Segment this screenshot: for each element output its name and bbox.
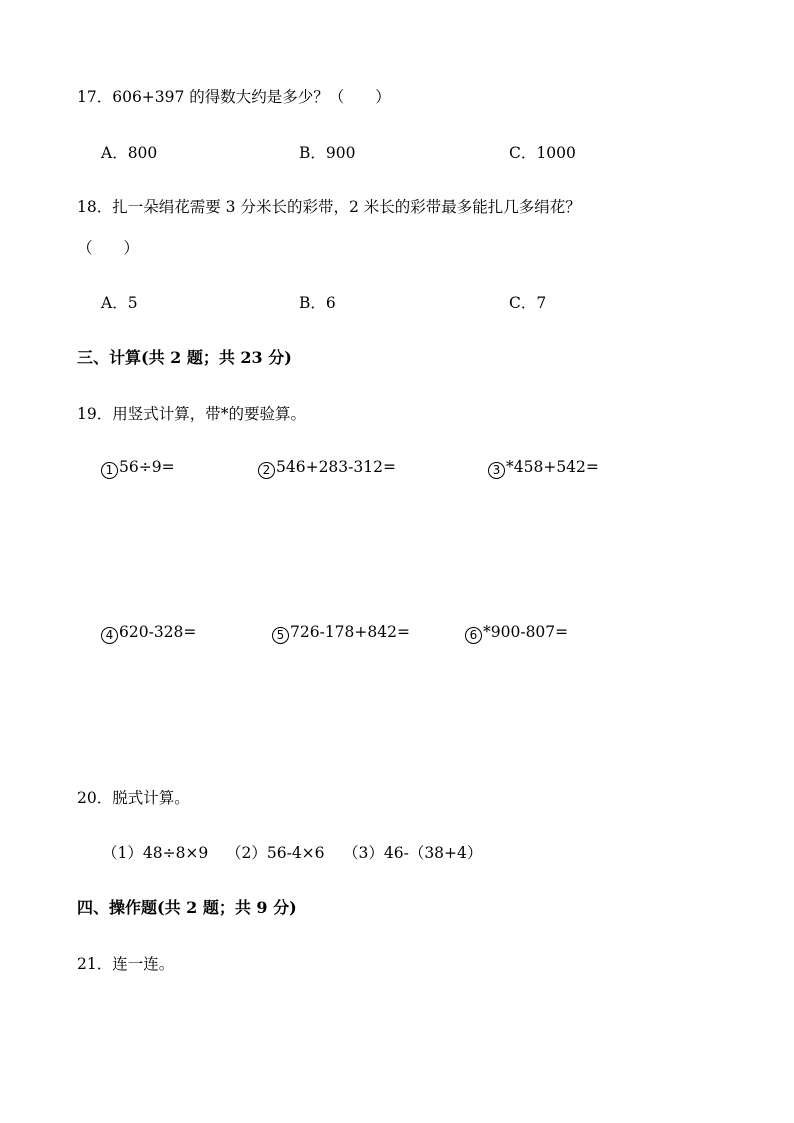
q18-stem: 18．扎一朵绢花需要 3 分米长的彩带，2 米长的彩带最多能扎几多绢花？ bbox=[77, 198, 581, 216]
q19-item-6-expr: *900-807= bbox=[483, 623, 569, 641]
q19-item-5 bbox=[272, 622, 410, 644]
q19-item-6 bbox=[465, 622, 568, 644]
q19-item-4-expr: 620-328= bbox=[119, 623, 197, 641]
q20-item-3: （3）46-（38+4） bbox=[343, 844, 483, 862]
circled-number-6: 6 bbox=[465, 627, 482, 644]
q19-item-1 bbox=[101, 457, 175, 479]
q17-stem: 17．606+397 的得数大约是多少？（ ） bbox=[77, 88, 391, 106]
q20-item-2: （2）56-4×6 bbox=[226, 844, 325, 862]
circled-number-4: 4 bbox=[101, 627, 118, 644]
q19-item-3-expr: *458+542= bbox=[506, 458, 599, 476]
circled-number-3: 3 bbox=[488, 462, 505, 479]
q20-item-1: （1）48÷8×9 bbox=[102, 844, 209, 862]
q18-option-b: B．6 bbox=[299, 294, 336, 312]
circled-number-1: 1 bbox=[101, 462, 118, 479]
circled-number-5: 5 bbox=[272, 627, 289, 644]
section-4-title: 四、操作题(共 2 题；共 9 分) bbox=[77, 898, 297, 917]
q19-stem: 19．用竖式计算，带*的要验算。 bbox=[77, 405, 306, 423]
q20-stem: 20．脱式计算。 bbox=[77, 789, 190, 807]
q17-option-b: B．900 bbox=[299, 144, 356, 162]
q19-item-4 bbox=[101, 622, 196, 644]
q21-stem: 21．连一连。 bbox=[77, 955, 175, 973]
q17-option-c: C．1000 bbox=[509, 144, 576, 162]
q18-option-a: A．5 bbox=[101, 294, 138, 312]
section-3-title: 三、计算(共 2 题；共 23 分) bbox=[77, 348, 292, 367]
q19-item-2 bbox=[258, 457, 396, 479]
q19-item-1-expr: 56÷9= bbox=[119, 458, 175, 476]
q18-option-c: C．7 bbox=[509, 294, 547, 312]
circled-number-2: 2 bbox=[258, 462, 275, 479]
q19-item-2-expr: 546+283-312= bbox=[276, 458, 396, 476]
q19-item-5-expr: 726-178+842= bbox=[290, 623, 410, 641]
q18-answer-blank: （ ） bbox=[77, 239, 140, 257]
q17-option-a: A．800 bbox=[101, 144, 158, 162]
q19-item-3 bbox=[488, 457, 599, 479]
